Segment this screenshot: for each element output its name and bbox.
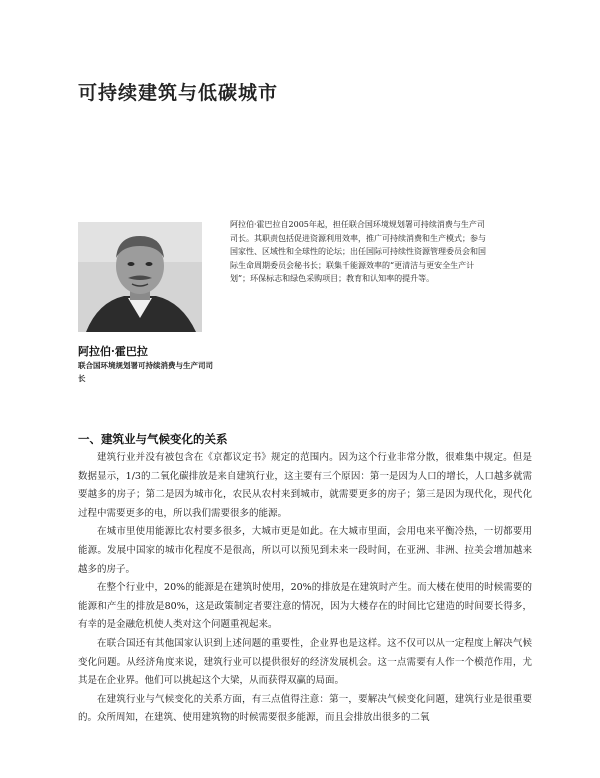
paragraph: 在整个行业中，20%的能源是在建筑时使用，20%的排放是在建筑时产生。而大楼在使用的时候需要的能源和产生的排放是80%，这是政策制定者要注意的情况，因为大楼存在的时间比它建造的时间要长得多，有幸的是金融危机使人类对这个问题重视起来。: [78, 582, 532, 631]
author-role: 联合国环境规划署可持续消费与生产司司长: [78, 361, 213, 383]
portrait-photo: [78, 222, 202, 332]
section-heading: 一、建筑业与气候变化的关系: [78, 432, 228, 446]
article-body: [78, 449, 532, 728]
paragraph: 建筑行业并没有被包含在《京都议定书》规定的范围内。因为这个行业非常分散，很难集中规定。但是数据显示，1/3的二氧化碳排放是来自建筑行业，这主要有三个原因：第一是因为人口的增长，人口越多就需要越多的房子；第二是因为城市化，农民从农村来到城市，就需要更多的房子；第三是因为现代化，现代化过程中需要更多的电，所以我们需要很多的能源。: [78, 452, 532, 519]
paragraph: 在城市里使用能源比农村要多很多，大城市更是如此。在大城市里面，会用电来平衡冷热，一切都要用能源。发展中国家的城市化程度不是很高，所以可以预见到未来一段时间，在亚洲、非洲、拉美会增加越来越多的房子。: [78, 526, 532, 575]
author-bio: 阿拉伯·霍巴拉自2005年起，担任联合国环境规划署可持续消费与生产司司长。其职责包括促进资源利用效率，推广可持续消费和生产模式；参与国家性、区域性和全球性的论坛；出任国际可持续性资源管理委员会和国际生命周期委员会秘书长；联集千能源效率的“更清洁与更安全生产计划”；环保标志和绿色采购项目；教育和认知率的提升等。: [230, 220, 486, 284]
paragraph: 在联合国还有其他国家认识到上述问题的重要性，企业界也是这样。这不仅可以从一定程度上解决气候变化问题。从经济角度来说，建筑行业可以提供很好的经济发展机会。这一点需要有人作一个模范作用，尤其是在企业界。他们可以挑起这个大梁，从而获得双赢的局面。: [78, 637, 532, 687]
portrait-illustration: [78, 222, 202, 332]
page-title: 可持续建筑与低碳城市: [78, 82, 279, 104]
paragraph: 在建筑行业与气候变化的关系方面，有三点值得注意：第一，要解决气候变化问题，建筑行业是很重要的。众所周知，在建筑、使用建筑物的时候需要很多能源，而且会排放出很多的二氧: [78, 693, 532, 724]
author-name: 阿拉伯·霍巴拉: [78, 345, 148, 358]
